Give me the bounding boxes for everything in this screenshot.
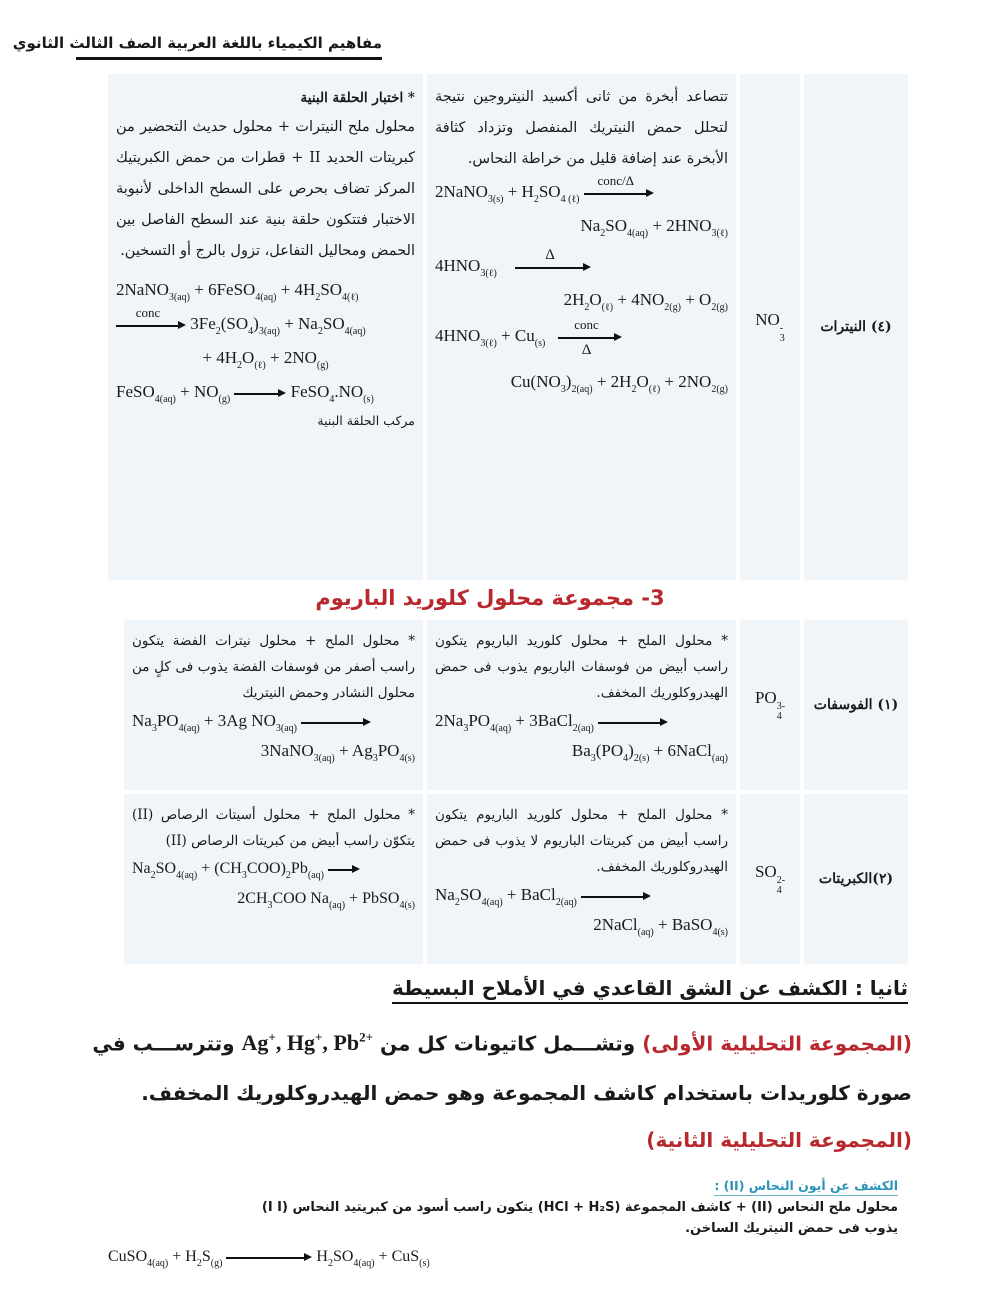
nitrate-equation-3b (427, 365, 736, 399)
copper-ion-line2: يذوب فى حمض النيتريك الساخن. (685, 1221, 898, 1236)
state: 2(aq) (572, 723, 594, 734)
subscript: 4 (623, 753, 629, 764)
subscript: 2 (533, 194, 539, 205)
reaction-arrow-icon (328, 862, 360, 876)
group1-ions (242, 1030, 373, 1055)
ion-charge: 2+ (359, 1030, 373, 1045)
formula: Cu(NO (510, 372, 561, 391)
plus: + (201, 860, 211, 877)
subscript: 2 (317, 326, 323, 337)
ion-subscript: 4 (776, 885, 782, 896)
ion-pb: Pb (333, 1030, 360, 1056)
formula: 6FeSO (208, 280, 256, 299)
plus: + (596, 372, 607, 391)
formula: H (185, 1248, 197, 1265)
formula: 2HNO (666, 216, 712, 235)
ion-subscript: 3 (779, 333, 785, 344)
subscript: 3 (590, 753, 596, 764)
state: (ℓ) (601, 302, 614, 313)
reaction-arrow-icon (234, 386, 286, 400)
formula: PbSO (362, 890, 400, 907)
state: 4(aq) (481, 897, 503, 908)
formula: Ag (351, 741, 373, 760)
formula: 4H (216, 348, 238, 367)
state: (s) (363, 394, 374, 405)
ion-charge: + (314, 1030, 323, 1045)
formula: PO (156, 711, 179, 730)
reaction-arrow-icon (581, 889, 651, 903)
ion-charge: 2- (776, 875, 786, 886)
formula: 2NO (283, 348, 317, 367)
state: 4 (ℓ) (560, 194, 580, 205)
state: 2(g) (711, 302, 728, 313)
state: (g) (218, 394, 231, 405)
ion-hg: Hg (286, 1030, 315, 1056)
sulfate-ion (755, 862, 785, 896)
sulfate-name: (٢)الكبريتات (818, 871, 894, 887)
copper-ion-equation (108, 1240, 430, 1274)
subscript: 3 (463, 723, 469, 734)
state: 4(aq) (255, 292, 277, 303)
arrow-label: conc (135, 305, 161, 321)
plus: + (339, 741, 349, 760)
formula: COO Na (272, 890, 329, 907)
subscript: 2 (315, 292, 321, 303)
subscript: 2 (215, 326, 221, 337)
nitrate-equation-1b (427, 209, 736, 243)
reaction-arrow-icon (584, 173, 654, 200)
state: (g) (210, 1258, 223, 1269)
plus: + (202, 348, 212, 367)
state: 3(aq) (258, 326, 280, 337)
formula: Na (132, 860, 151, 877)
formula: SO (538, 182, 561, 201)
state: 4(s) (399, 900, 415, 911)
phosphate-name: (١) الفوسفات (813, 697, 899, 713)
formula: O (636, 372, 649, 391)
nitrate-equation-2b (427, 283, 736, 317)
plus: + (203, 711, 214, 730)
formula: O (242, 348, 255, 367)
formula: Ba (571, 741, 591, 760)
formula: SO (320, 280, 343, 299)
formula: .NO (334, 382, 364, 401)
subscript: 2 (600, 228, 606, 239)
formula: 2CH (237, 890, 268, 907)
state: 3(ℓ) (480, 268, 497, 279)
copper-ion-line1: محلول ملح النحاس (II) + كاشف المجموعة (HCl + H₂S) يتكون راسب أسود من كبريتيد النحاس (I I) (261, 1200, 898, 1215)
group1-label: (المجموعة التحليلية الأولى) (642, 1031, 912, 1056)
state: 4(aq) (154, 394, 176, 405)
copper-ion-heading: الكشف عن أيون النحاس (II) : (714, 1178, 898, 1196)
brown-ring-equation-1c (108, 341, 423, 375)
copper-ion-test (108, 1178, 898, 1278)
formula: Cu (514, 326, 535, 345)
state: 4(aq) (627, 228, 649, 239)
nitrate-ion-cell (740, 74, 800, 580)
nitrate-ion (755, 310, 785, 344)
formula: SO (605, 216, 627, 235)
ion-charge: 3- (776, 701, 786, 712)
formula: 3NaNO (260, 741, 314, 760)
state: (ℓ) (254, 360, 266, 371)
reaction-arrow-icon (558, 317, 622, 359)
formula: SO (322, 314, 345, 333)
group2-label (86, 1128, 912, 1152)
plus: + (657, 915, 668, 934)
plus: + (507, 182, 518, 201)
formula: ) (253, 314, 259, 333)
formula: NO (193, 382, 219, 401)
formula: 4HNO (435, 256, 481, 275)
nitrate-name-cell (804, 74, 908, 580)
sulfate-lead-cell (124, 794, 423, 964)
phosphate-silver-eq-a (124, 706, 423, 736)
formula: PO (377, 741, 400, 760)
plus: + (280, 280, 291, 299)
plus: + (284, 314, 294, 333)
sulfate-barium-text: * محلول الملح + محلول كلوريد الباريوم يتكون راسب أبيض من كبريتات الباريوم لا يذوب فى حمض الهيدروكلوريك المخفف. (435, 807, 728, 875)
formula: Na (435, 885, 455, 904)
brown-ring-caption: مركب الحلقة البنية (317, 413, 415, 428)
phosphate-name-cell (804, 620, 908, 790)
ion-ag: Ag (241, 1030, 269, 1056)
state: (aq) (307, 870, 324, 881)
formula: 2NaNO (116, 280, 169, 299)
arrow-label: conc (574, 317, 599, 333)
book-title: مفاهيم الكيمياء باللغة العربية الصف الثالث الثانوي (12, 34, 382, 52)
reaction-arrow-icon (301, 715, 371, 729)
plus: + (180, 382, 190, 401)
state: (g) (316, 360, 329, 371)
formula: O (589, 290, 602, 309)
state: 4(ℓ) (342, 292, 359, 303)
formula: 3Fe (190, 314, 216, 333)
plus: + (506, 885, 517, 904)
formula: (PO (595, 741, 624, 760)
formula: Na (132, 711, 152, 730)
formula: 3BaCl (529, 711, 573, 730)
arrow-label: Δ (545, 247, 555, 264)
state: 3(aq) (168, 292, 190, 303)
plus: + (378, 1248, 388, 1265)
formula: SO (459, 885, 482, 904)
formula: BaSO (671, 915, 713, 934)
ion-formula: PO (754, 688, 777, 707)
separator: , (322, 1030, 334, 1056)
reaction-arrow-icon (116, 305, 186, 332)
reaction-arrow-icon (226, 1250, 312, 1264)
separator: , (275, 1030, 287, 1056)
subscript: 2 (454, 897, 460, 908)
formula: FeSO (290, 382, 330, 401)
formula: H (521, 182, 534, 201)
subscript: 2 (584, 302, 590, 313)
sulfate-lead-text: * محلول الملح + محلول أسيتات الرصاص (II) يتكوّن راسب أبيض من كبريتات الرصاص (II) (132, 807, 415, 849)
subscript: 4 (329, 394, 335, 405)
plus: + (653, 741, 664, 760)
subscript: 2 (285, 870, 291, 881)
formula: H (316, 1248, 328, 1265)
formula: (SO (220, 314, 249, 333)
sulfate-name-cell (804, 794, 908, 964)
nitrate-equation-1a (427, 175, 736, 209)
ion-formula: NO (755, 310, 780, 329)
state: 4(aq) (178, 723, 200, 734)
brown-ring-equation-2 (108, 375, 423, 409)
state: (ℓ) (648, 384, 661, 395)
header-rule (76, 57, 382, 60)
formula: 2H (563, 290, 585, 309)
phosphate-silver-cell (124, 620, 423, 790)
formula: 2H (610, 372, 632, 391)
formula: ) (628, 741, 634, 760)
formula: 2NaCl (593, 915, 638, 934)
state: 4(s) (399, 753, 415, 764)
brown-ring-equation-1b (108, 307, 423, 341)
nitrate-equation-2a (427, 249, 736, 283)
plus: + (501, 326, 511, 345)
state: (s) (419, 1258, 430, 1269)
brown-ring-title: * اختبار الحلقة البنية (300, 90, 415, 106)
subscript: 2 (237, 360, 243, 371)
nitrate-observation-cell (427, 74, 736, 580)
sulfate-barium-eq-b (427, 910, 736, 940)
state: 4(aq) (490, 723, 512, 734)
sulfate-lead-eq-a (124, 854, 423, 884)
formula: S (201, 1248, 211, 1265)
subscript: 3 (560, 384, 566, 395)
reaction-arrow-icon (515, 247, 591, 274)
plus: + (685, 290, 695, 309)
formula: FeSO (116, 382, 155, 401)
ion-charge: + (268, 1030, 276, 1045)
formula: Na (298, 314, 318, 333)
formula: 4HNO (435, 326, 481, 345)
state: 4(aq) (353, 1258, 375, 1269)
formula: CuS (391, 1248, 420, 1265)
subscript: 2 (327, 1258, 333, 1269)
reaction-arrow-icon (598, 715, 668, 729)
state: 3(ℓ) (480, 338, 497, 349)
state: 3(aq) (313, 753, 335, 764)
formula: PO (468, 711, 491, 730)
plus: + (194, 280, 204, 299)
subscript: 2 (196, 1258, 202, 1269)
brown-ring-equation-1a (108, 273, 423, 307)
nitrate-name: (٤) النيترات (820, 319, 892, 335)
subscript: 2 (631, 384, 637, 395)
phosphate-ion (755, 688, 785, 722)
formula: 4NO (631, 290, 665, 309)
nitrate-equation-3a (427, 317, 736, 359)
state: (aq) (711, 753, 728, 764)
formula: 2Na (435, 711, 464, 730)
state: 3(aq) (275, 723, 297, 734)
group1-paragraph-line1 (86, 1030, 912, 1056)
phosphate-barium-eq-b (427, 736, 736, 766)
group1-paragraph-line2: صورة كلوريدات باستخدام كاشف المجموعة وهو حمض الهيدروكلوريك المخفف. (141, 1081, 912, 1105)
state: 4(aq) (176, 870, 198, 881)
formula: SO (332, 1248, 354, 1265)
subscript: 4 (248, 326, 254, 337)
group2-label-text: (المجموعة التحليلية الثانية) (646, 1128, 912, 1152)
ion-charge: - (779, 323, 784, 334)
subscript: 3 (241, 870, 247, 881)
arrow-label: conc/Δ (597, 173, 635, 189)
plus: + (270, 348, 280, 367)
nitrate-table (108, 74, 908, 580)
group1-text-b: وتترســـب في (92, 1031, 242, 1056)
state: (aq) (328, 900, 346, 911)
nitrate-observation-text: تتصاعد أبخرة من ثانى أكسيد النيتروجين نتيجة لتحلل حمض النيتريك المنفصل وتزداد كثافة الأبخرة عند إضافة قليل من خراطة النحاس. (435, 89, 728, 167)
subscript: 3 (151, 723, 157, 734)
page-header (12, 30, 382, 60)
sulfate-ion-cell (740, 794, 800, 964)
formula: Na (580, 216, 601, 235)
formula: Pb (290, 860, 308, 877)
formula: 4H (294, 280, 316, 299)
subscript: 2 (150, 870, 156, 881)
state: 4(s) (712, 927, 728, 938)
section-title-barium-chloride: 3- مجموعة محلول كلوريد الباريوم (315, 586, 665, 610)
formula: ) (565, 372, 572, 391)
state: 2(aq) (555, 897, 577, 908)
state: 2(g) (664, 302, 681, 313)
state: 2(s) (633, 753, 650, 764)
state: 4(aq) (344, 326, 366, 337)
formula: SO (155, 860, 177, 877)
plus: + (664, 372, 675, 391)
arrow-label: Δ (581, 342, 592, 359)
subscript: 3 (267, 900, 273, 911)
phosphate-ion-cell (740, 620, 800, 790)
brown-ring-description: محلول ملح النيترات + محلول حديث التحضير من كبريتات الحديد II + قطرات من حمض الكبريتيك المركز تضاف بحرص على السطح الداخلى لأنبوبة الاختبار فتتكون حلقة بنية عند السطح الفاصل بين الحمض ومحاليل التفاعل، تزول بالرج أو التسخين. (116, 119, 416, 259)
formula: CuSO (108, 1248, 148, 1265)
formula: BaCl (520, 885, 556, 904)
group1-text-a: وتشـــمل كاتيونات كل من (372, 1031, 643, 1056)
phosphate-barium-cell (427, 620, 736, 790)
state: (aq) (637, 927, 654, 938)
state: 3(s) (487, 194, 504, 205)
formula: 6NaCl (667, 741, 712, 760)
phosphate-silver-eq-b (124, 736, 423, 766)
plus: + (172, 1248, 182, 1265)
sulfate-barium-eq-a (427, 880, 736, 910)
phosphate-barium-eq-a (427, 706, 736, 736)
state: 3(ℓ) (711, 228, 728, 239)
ion-subscript: 4 (776, 711, 782, 722)
nitrate-confirmatory-cell (108, 74, 423, 580)
phosphate-barium-text: * محلول الملح + محلول كلوريد الباريوم يتكون راسب أبيض من فوسفات الباريوم يذوب فى حمض الهيدروكلوريك المخفف. (435, 633, 728, 701)
section-heading-basic-radical: ثانيا : الكشف عن الشق القاعدي في الأملاح البسيطة (392, 976, 908, 1004)
plus: + (652, 216, 662, 235)
state: 4(aq) (147, 1258, 169, 1269)
state: (s) (534, 338, 546, 349)
plus: + (515, 711, 526, 730)
formula: 2NO (678, 372, 712, 391)
subscript: 3 (372, 753, 378, 764)
formula: COO) (246, 860, 286, 877)
ion-formula: SO (754, 862, 777, 881)
phosphate-silver-text: * محلول الملح + محلول نيترات الفضة يتكون راسب أصفر من فوسفات الفضة يذوب فى كلٍ من محلول النشادر وحمض النيتريك (132, 633, 415, 701)
state: 2(aq) (571, 384, 593, 395)
sulfate-barium-cell (427, 794, 736, 964)
barium-chloride-table (124, 620, 908, 964)
state: 2(g) (711, 384, 728, 395)
plus: + (349, 890, 359, 907)
formula: 2NaNO (435, 182, 488, 201)
formula: O (699, 290, 712, 309)
formula: (CH (214, 860, 242, 877)
formula: 3Ag NO (217, 711, 276, 730)
sulfate-lead-eq-b (124, 884, 423, 914)
plus: + (617, 290, 627, 309)
